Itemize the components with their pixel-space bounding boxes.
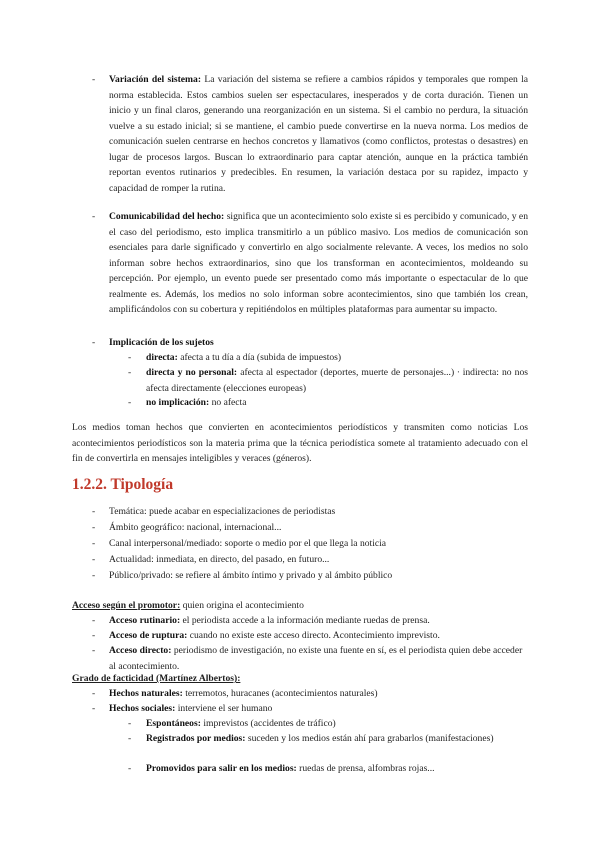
acceso-item: Acceso directo: periodismo de investigación, no existe una fuente en sí, es el periodista quien debe acceder al acontecimiento. <box>109 645 523 672</box>
acceso-label: Acceso según el promotor: <box>72 600 181 611</box>
variacion-text: La variación del sistema se refiere a cambios rápidos y temporales que rompen la norma establecida. Estos cambios suelen ser espectaculares, inesperados y de corta duración. Tienen un inicio y un final claros, generando una reorganización en un sistema. Si el cambio no perdura, la situación vuelve a su estado inicial; si se mantiene, el cambio puede convertirse en la nueva norma. Los medios de comunicación suelen centrarse en hechos concretos y llamativos (como conflictos, protestas o desastres) en lugar de procesos largos. Buscan lo extraordinario para captar atención, aunque en la práctica también reportan eventos rutinarios y predecibles. En resumen, la variación destaca por su rapidez, impacto y capacidad de romper la rutina. <box>109 74 528 194</box>
bullet-dash: - <box>92 211 96 222</box>
tipologia-item: Ámbito geográfico: nacional, internacional... <box>109 522 282 533</box>
bullet-dash: - <box>92 570 96 581</box>
intro-paragraph: Los medios toman hechos que convierten en acontecimientos periodísticos y transmiten como noticias Los acontecimientos periodísticos son la materia prima que la técnica periodística somete al tratamiento adecuado con el fin de convertirla en mensajes inteligibles y veraces (géneros). <box>72 422 528 464</box>
bullet-dash: - <box>128 397 132 408</box>
tipologia-item: Temática: puede acabar en especializaciones de periodistas <box>109 506 336 517</box>
variacion-label: Variación del sistema: <box>109 74 202 85</box>
facticidad-item: Hechos sociales: interviene el ser humano <box>109 703 273 714</box>
acceso-heading <box>72 598 528 614</box>
bullet-dash: - <box>128 718 132 729</box>
bullet-dash: - <box>128 733 132 744</box>
bullet-dash: - <box>92 645 96 656</box>
bullet-dash: - <box>92 554 96 565</box>
bullet-dash: - <box>92 615 96 626</box>
implicacion-sub-item: no implicación: no afecta <box>146 397 247 408</box>
tipologia-item: Canal interpersonal/mediado: soporte o medio por el que llega la noticia <box>109 538 387 549</box>
facticidad-sub-item: Registrados por medios: suceden y los medios están ahí para grabarlos (manifestaciones) <box>146 733 494 744</box>
bullet-dash: - <box>128 367 132 378</box>
implicacion-sub-item: directa: afecta a tu día a día (subida de impuestos) <box>146 352 342 363</box>
bullet-dash: - <box>92 630 96 641</box>
tipologia-item: Actualidad: inmediata, en directo, del pasado, en futuro... <box>109 554 330 565</box>
facticidad-sub-item: Espontáneos: imprevistos (accidentes de tráfico) <box>146 718 336 729</box>
bullet-dash: - <box>92 522 96 533</box>
facticidad-sub-item: Promovidos para salir en los medios: ruedas de prensa, alfombras rojas... <box>146 763 435 774</box>
variacion-item <box>109 72 528 196</box>
bullet-dash: - <box>92 74 96 85</box>
bullet-dash: - <box>92 688 96 699</box>
section-heading: 1.2.2. Tipología <box>72 476 174 493</box>
comunicabilidad-label: Comunicabilidad del hecho: <box>109 211 225 222</box>
facticidad-item: Hechos naturales: terremotos, huracanes (acontecimientos naturales) <box>109 688 378 699</box>
acceso-item: Acceso rutinario: el periodista accede a la información mediante ruedas de prensa. <box>109 615 430 626</box>
implicacion-label: Implicación de los sujetos <box>109 337 214 348</box>
acceso-text: quien origina el acontecimiento <box>182 600 304 611</box>
bullet-dash: - <box>128 352 132 363</box>
bullet-dash: - <box>92 337 96 348</box>
implicacion-item <box>109 335 528 351</box>
tipologia-item: Público/privado: se refiere al ámbito íntimo y privado y al ámbito público <box>109 570 393 581</box>
bullet-dash: - <box>128 763 132 774</box>
bullet-dash: - <box>92 538 96 549</box>
acceso-item: Acceso de ruptura: cuando no existe este acceso directo. Acontecimiento imprevisto. <box>109 630 440 641</box>
facticidad-label: Grado de facticidad (Martínez Albertos): <box>72 673 241 684</box>
bullet-dash: - <box>92 703 96 714</box>
implicacion-sub-item: directa y no personal: afecta al espectador (deportes, muerte de personajes...) ∙ indirecta: no nos afecta directamente (elecciones europeas) <box>146 367 528 394</box>
facticidad-heading <box>72 671 528 687</box>
comunicabilidad-item <box>109 209 528 318</box>
bullet-dash: - <box>92 506 96 517</box>
comunicabilidad-text: significa que un acontecimiento solo existe si es percibido y comunicado, y en el caso del periodismo, esto implica transmitirlo a un público masivo. Los medios de comunicación son esenciales para darle significado y convertirlo en algo socialmente relevante. A veces, los medios no solo informan sobre hechos extraordinarios, sino que los transforman en acontecimientos, moldeando su percepción. Por ejemplo, un evento puede ser presentado como más importante o espectacular de lo que realmente es. Además, los medios no solo informan sobre acontecimientos, sino que también los crean, amplificándolos con su cobertura y repitiéndolos en múltiples plataformas para aumentar su impacto. <box>109 211 528 315</box>
